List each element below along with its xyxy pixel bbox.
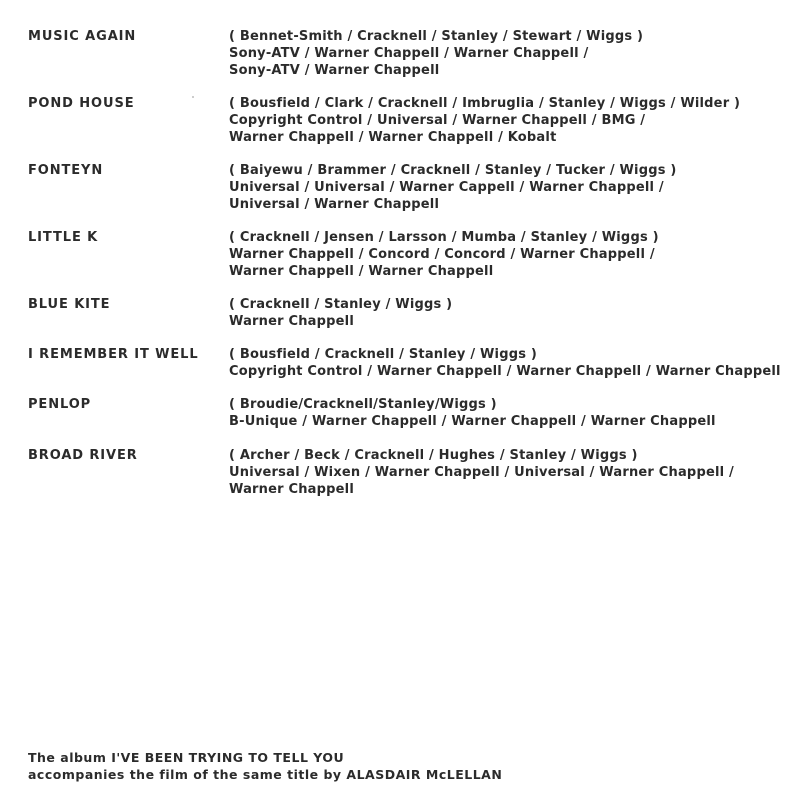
publishers-line: Universal / Universal / Warner Cappell / Warner Chappell /: [229, 180, 664, 195]
footer-line-album: The album I'VE BEEN TRYING TO TELL YOU: [28, 750, 345, 765]
publishers-line: Warner Chappell: [229, 482, 354, 497]
publishers-line: Warner Chappell / Warner Chappell / Kobalt: [229, 130, 557, 145]
publishers-line: B-Unique / Warner Chappell / Warner Chappell / Warner Chappell: [229, 414, 716, 429]
track-title: POND HOUSE: [28, 96, 135, 111]
publishers-line: Sony-ATV / Warner Chappell / Warner Chappell /: [229, 46, 589, 61]
songwriters-line: ( Bousfield / Cracknell / Stanley / Wiggs ): [229, 347, 538, 362]
publishers-line: Universal / Wixen / Warner Chappell / Universal / Warner Chappell /: [229, 465, 734, 480]
track-title: PENLOP: [28, 397, 92, 412]
songwriters-line: ( Cracknell / Jensen / Larsson / Mumba / Stanley / Wiggs ): [229, 230, 659, 245]
paper-speck: [192, 96, 194, 98]
album-footer-note: [28, 749, 502, 783]
songwriters-line: ( Cracknell / Stanley / Wiggs ): [229, 297, 453, 312]
track-title: LITTLE K: [28, 230, 99, 245]
publishers-line: Sony-ATV / Warner Chappell: [229, 63, 440, 78]
publishers-line: Copyright Control / Universal / Warner Chappell / BMG /: [229, 113, 646, 128]
publishers-line: Warner Chappell: [229, 314, 354, 329]
songwriters-line: ( Broudie/Cracknell/Stanley/Wiggs ): [229, 397, 497, 412]
track-title: BLUE KITE: [28, 297, 111, 312]
songwriters-line: ( Bousfield / Clark / Cracknell / Imbruglia / Stanley / Wiggs / Wilder ): [229, 96, 741, 111]
songwriters-line: ( Archer / Beck / Cracknell / Hughes / Stanley / Wiggs ): [229, 448, 638, 463]
footer-line-film: accompanies the film of the same title by ALASDAIR McLELLAN: [28, 767, 503, 782]
songwriters-line: ( Baiyewu / Brammer / Cracknell / Stanley / Tucker / Wiggs ): [229, 163, 677, 178]
track-title: FONTEYN: [28, 163, 104, 178]
publishers-line: Warner Chappell / Concord / Concord / Warner Chappell /: [229, 247, 655, 262]
publishers-line: Universal / Warner Chappell: [229, 197, 440, 212]
track-title: MUSIC AGAIN: [28, 29, 137, 44]
publishers-line: Copyright Control / Warner Chappell / Warner Chappell / Warner Chappell: [229, 364, 781, 379]
songwriters-line: ( Bennet-Smith / Cracknell / Stanley / Stewart / Wiggs ): [229, 29, 644, 44]
track-title: BROAD RIVER: [28, 448, 138, 463]
track-title: I REMEMBER IT WELL: [28, 347, 199, 362]
publishers-line: Warner Chappell / Warner Chappell: [229, 264, 494, 279]
